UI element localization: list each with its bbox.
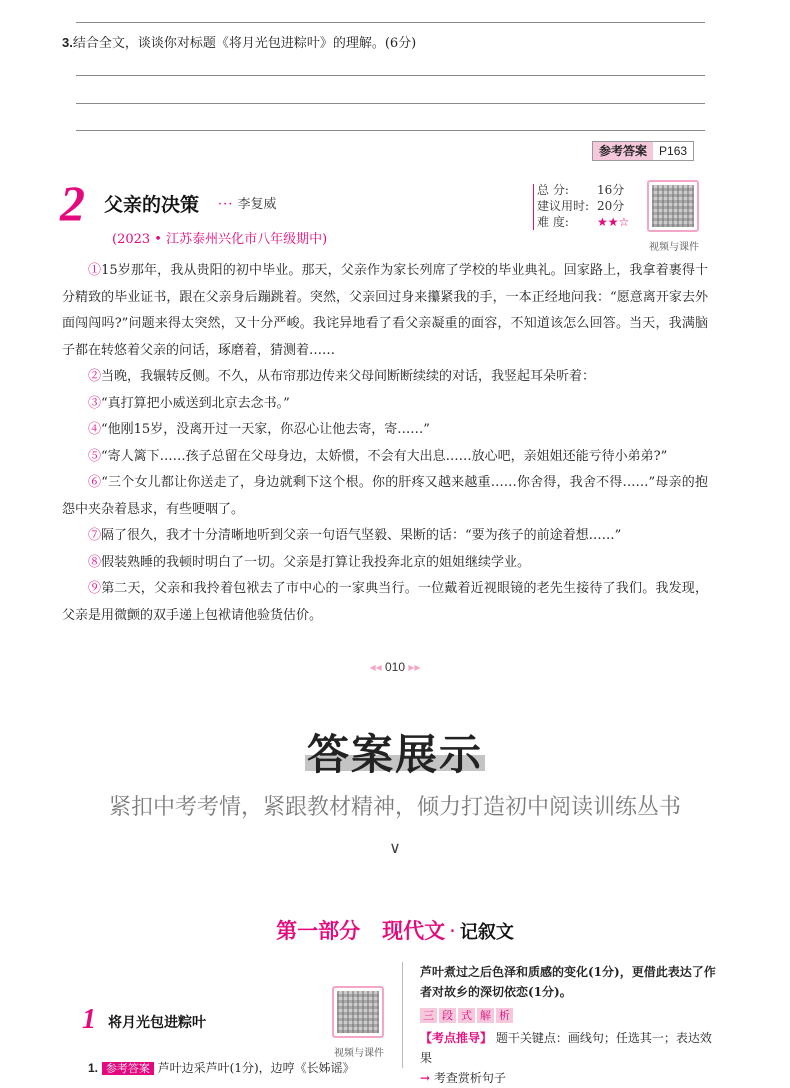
- section-title: 将月光包进粽叶: [108, 1015, 206, 1031]
- analysis-tag: 析: [496, 1008, 513, 1023]
- author-name: 李复威: [237, 197, 277, 212]
- kaodian-line: [420, 1028, 716, 1068]
- paragraph-text: 假装熟睡的我顿时明白了一切。父亲是打算让我投奔北京的姐姐继续学业。: [101, 554, 531, 570]
- answer-reference-label: 参考答案: [593, 142, 653, 160]
- paragraph: [62, 550, 708, 577]
- kaodian-label: 【考点推导】: [420, 1031, 493, 1045]
- paragraph-text: 15岁那年，我从贵阳的初中毕业。那天，父亲作为家长列席了学校的毕业典礼。回家路上，我拿着裹得十分精致的毕业证书，跟在父亲身后蹦跳着。突然，父亲回过身来攥紧我的手，一本正经地问我：“愿意离开家去外面闯闯吗?”问题来得太突然，又十分严峻。我诧异地看了看父亲凝重的面容，不知道该怎么回答。当天，我满脑子都在转悠着父亲的问话，琢磨着，猜测着……: [62, 263, 708, 358]
- answer-line: [76, 103, 705, 104]
- answer-number: 1.: [88, 1061, 99, 1075]
- paragraph-number: ④: [88, 422, 102, 437]
- paragraph-text: “真打算把小威送到北京去念书。”: [101, 395, 290, 411]
- analysis-tag: 式: [458, 1008, 475, 1023]
- section-author: [218, 193, 277, 212]
- analysis-tag: 段: [439, 1008, 456, 1023]
- paragraph-text: “寄人篱下……孩子总留在父母身边，太娇惯，不会有大出息……放心吧，亲姐姐还能亏待小弟弟?”: [101, 448, 668, 464]
- qr-caption: 视频与课件: [649, 242, 699, 253]
- difficulty-label: 难 度:: [537, 215, 569, 229]
- paragraph-text: 第二天，父亲和我拎着包袱去了市中心的一家典当行。一位戴着近视眼镜的老先生接待了我们。我发现，父亲是用微颤的双手递上包袱请他验货估价。: [62, 581, 708, 623]
- question-number: 3.: [62, 35, 73, 50]
- section-number: 1: [82, 1004, 96, 1035]
- left-arrow-icon: ◂◂: [369, 660, 382, 674]
- paragraph: [62, 417, 708, 444]
- part-genre: 记叙文: [459, 922, 514, 943]
- answer-reference-badge: [592, 141, 694, 161]
- part-title: [0, 915, 790, 945]
- part-name: 第一部分: [276, 919, 361, 943]
- qr-code-icon[interactable]: [332, 986, 384, 1038]
- banner-title: 答案展示: [306, 730, 483, 779]
- paragraph: [62, 444, 708, 471]
- part-dot: ·: [449, 919, 456, 943]
- analysis-tag: 三: [420, 1008, 437, 1023]
- answer-tag: 参考答案: [102, 1062, 154, 1075]
- paragraph-number: ⑤: [88, 448, 102, 464]
- paragraph-number: ③: [88, 395, 102, 411]
- kaodian-tail-line: [420, 1068, 716, 1088]
- paragraph-text: “他刚15岁，没离开过一天家，你忍心让他去寄，寄……”: [101, 422, 430, 437]
- time-value: 20分: [597, 199, 625, 213]
- section-number: 2: [60, 175, 85, 231]
- paragraph-number: ①: [88, 263, 102, 278]
- chevron-down-icon[interactable]: ∨: [389, 838, 401, 857]
- question-3: [62, 32, 416, 51]
- divider-line: [76, 22, 705, 23]
- answer-line: [76, 75, 705, 76]
- paragraph: [62, 470, 708, 523]
- answer-reference-page: P163: [653, 142, 693, 160]
- answer-line: [88, 1059, 393, 1076]
- section-meta: [537, 182, 629, 230]
- paragraph-text: 隔了很久，我才十分清晰地听到父亲一句语气坚毅、果断的话：“要为孩子的前途着想……”: [101, 528, 622, 543]
- paragraph-number: ②: [88, 369, 102, 384]
- paragraph: [62, 576, 708, 629]
- paragraph-number: ⑦: [88, 528, 102, 543]
- total-label: 总 分:: [537, 183, 569, 197]
- paragraph: [62, 364, 708, 391]
- paragraph: [62, 523, 708, 550]
- analysis-column: [420, 962, 716, 1088]
- author-dots: ···: [218, 197, 234, 212]
- question-text: 结合全文，谈谈你对标题《将月光包进粽叶》的理解。(6分): [72, 36, 417, 51]
- arrow-right-icon: →: [420, 1071, 431, 1085]
- difficulty-stars: ★★☆: [597, 215, 630, 229]
- page-number: [0, 660, 790, 674]
- qr-caption: 视频与课件: [334, 1048, 384, 1059]
- banner-subtitle: 紧扣中考考情，紧跟教材精神，倾力打造初中阅读训练丛书: [108, 795, 681, 820]
- answer-text: 芦叶边采芦叶(1分)，边哼《长姊谣》: [157, 1061, 355, 1075]
- paragraph: [62, 391, 708, 418]
- analysis-text: 芦叶煮过之后色泽和质感的变化(1分)，更借此表达了作者对故乡的深切依恋(1分)。: [420, 965, 716, 999]
- total-value: 16分: [597, 183, 625, 197]
- part-subject: 现代文: [382, 919, 446, 943]
- page-number-value: 010: [384, 660, 406, 674]
- paragraph-text: 当晚，我辗转反侧。不久，从布帘那边传来父母间断断续续的对话，我竖起耳朵听着：: [101, 369, 596, 384]
- paragraph: [62, 258, 708, 364]
- analysis-tags: [420, 1005, 716, 1025]
- column-divider: [402, 962, 403, 1068]
- paragraph-number: ⑨: [88, 581, 102, 596]
- paragraph-number: ⑥: [88, 475, 102, 490]
- section-title: 父亲的决策: [104, 194, 200, 216]
- kaodian-text: 题干关键点：画线句；任选其一；表达效果: [420, 1031, 712, 1065]
- qr-code-icon[interactable]: [647, 180, 699, 232]
- story-body: [62, 258, 708, 629]
- analysis-tag: 解: [477, 1008, 494, 1023]
- paragraph-number: ⑧: [88, 554, 102, 570]
- answer-line: [76, 130, 705, 131]
- section-source: (2023 • 江苏泰州兴化市八年级期中): [112, 232, 328, 247]
- kaodian-tail: 考查赏析句子: [433, 1071, 506, 1085]
- time-label: 建议用时:: [537, 199, 590, 213]
- right-arrow-icon: ▸▸: [408, 660, 421, 674]
- paragraph-text: “三个女儿都让你送走了，身边就剩下这个根。你的肝疼又越来越重……你舍得，我舍不得……”母亲的抱怨中夹杂着恳求，有些哽咽了。: [62, 475, 708, 517]
